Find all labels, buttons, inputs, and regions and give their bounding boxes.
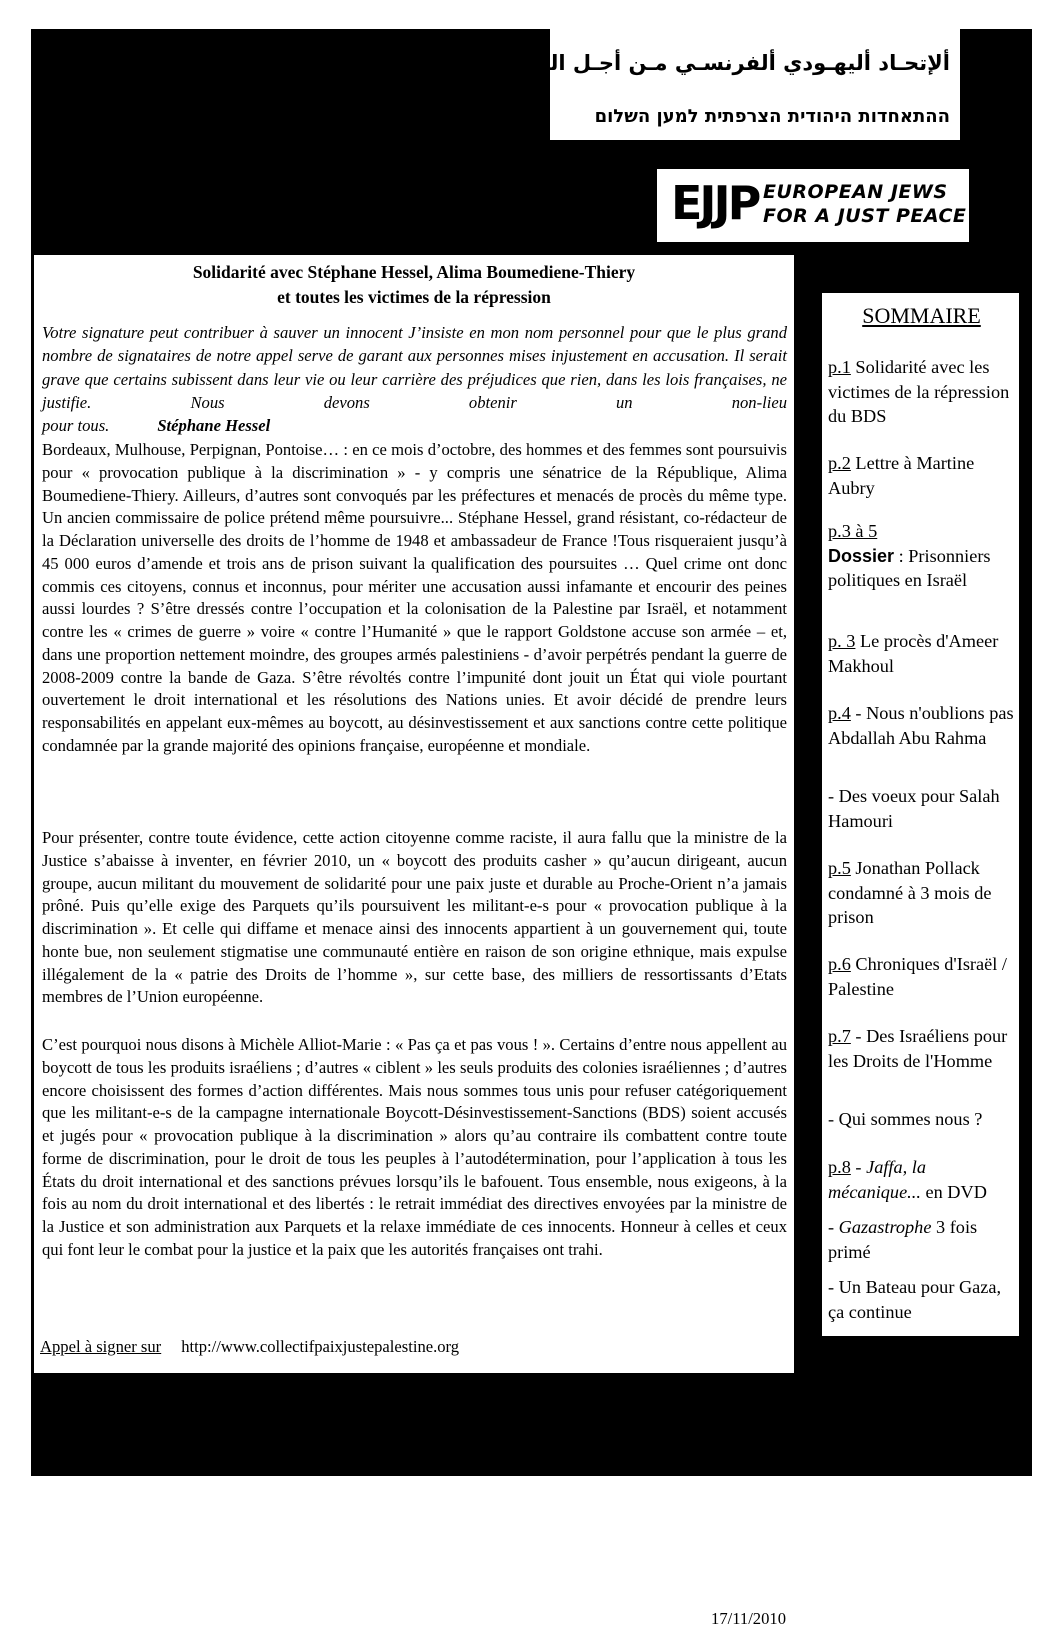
logo-line-1: EUROPEAN JEWS (763, 181, 948, 203)
article-title-line-2: et toutes les victimes de la répression (277, 287, 551, 307)
sommaire-entry-p8 (828, 1155, 1018, 1204)
entry-text: - Qui sommes nous ? (828, 1109, 983, 1129)
sommaire-entry-p6 (828, 952, 1018, 1001)
page-ref: p. 3 (828, 631, 856, 651)
sommaire-entry-p1 (828, 355, 1018, 429)
article (34, 255, 794, 1628)
entry-italic: Gazastrophe (838, 1217, 932, 1237)
entry-text: - Des Israéliens pour les Droits de l'Homme (828, 1026, 1008, 1071)
quote-author: Stéphane Hessel (157, 416, 271, 436)
entry-text: Le procès d'Ameer Makhoul (828, 631, 999, 676)
entry-italic: Jaffa, la mécanique... (828, 1157, 927, 1202)
appeal-url[interactable]: http://www.collectifpaixjustepalestine.org (181, 1337, 460, 1356)
entry-text: - Des voeux pour Salah Hamouri (828, 786, 1000, 831)
sommaire-entry-qui (828, 1107, 1018, 1132)
sommaire-entry-p7 (828, 1024, 1018, 1073)
paragraph-1: Bordeaux, Mulhouse, Perpignan, Pontoise… : en ce mois d’octobre, des hommes et des femmes sont poursuivis pour « provocation publique à la discrimination » - y compris une sénatrice de la République, Alima Boumediene-Thiery. Ailleurs, d’autres sont convoqués par les préfectures et menacés de procès du même type. Un ancien commissaire de police prétend même poursuivre... Stéphane Hessel, grand résistant, co-rédacteur de la Déclaration universelle des droits de l’homme de 1948 et ambassadeur de France !Tous risqueraient jusqu’à 45 000 euros d’amende et trois ans de prison suivant la qualification des poursuites … Quel crime ont donc commis ces citoyens, connus et inconnus, pour mériter une accusation aussi infamante et encourir des peines aussi lourdes ? S’être dressés contre l’occupation et la colonisation de la Palestine par Israël, et notamment contre les « crimes de guerre » voire « contre l’Humanité » que le rapport Goldstone accuse son armée – et, dans une proportion nettement moindre, des groupes armés palestiniens - d’avoir perpétrés pendant la guerre de 2008-2009 contre la bande de Gaza. S’être révoltés contre l’impunité dont jouit un État qui viole pourtant ouvertement le droit international et les résolutions des Nations unies. Et avoir décidé de prendre leurs responsabilités en appelant eux-mêmes au boycott, au désinvestissement et aux sanctions contre cette politique condamnée par la grande majorité des opinions française, européenne et mondiale. (42, 440, 787, 755)
quote-end: pour tous. (42, 416, 110, 436)
entry-text: Chroniques d'Israël / Palestine (828, 954, 1007, 999)
quote-last-line (42, 414, 787, 437)
ejjp-logo (657, 169, 969, 242)
page-ref: p.7 (828, 1026, 851, 1046)
sommaire-entry-p4 (828, 701, 1018, 750)
sommaire-title: SOMMAIRE (862, 303, 981, 328)
page-ref: p.6 (828, 954, 851, 974)
header-box (490, 29, 960, 140)
appeal (40, 1337, 459, 1357)
entry-text: Lettre à Martine Aubry (828, 453, 975, 498)
logo-mark: EJJP (671, 176, 759, 230)
page-ref: p.2 (828, 453, 851, 473)
hebrew-title: ההתאחדות היהודית הצרפתית למען השלום (594, 106, 950, 127)
logo-line-2: FOR A JUST PEACE (763, 205, 967, 227)
page-ref: p.5 (828, 858, 851, 878)
paragraph-2: Pour présenter, contre toute évidence, cette action citoyenne comme raciste, il aura fallu que la ministre de la Justice s’abaisse à inventer, en février 2010, un « boycott des produits casher » qu’aucun dirigeant, aucun groupe, aucun militant du mouvement de solidarité pour une paix juste et durable au Proche-Orient n’a jamais prôné. Puis qu’elle exige des Parquets qu’ils poursuivent les militant-e-s pour « provocation publique à la discrimination ». Et celle qui diffame et menace ainsi des innocents appartient à un gouvernement qui, toute honte bue, non seulement stigmatise une communauté entière en raison de son origine ethnique, mais expulse illégalement de la « patrie des Droits de l’homme », sur cette base, des milliers de ressortissants d’Etats membres de l’Union européenne. (42, 828, 787, 1007)
entry-text: en DVD (920, 1181, 987, 1202)
entry-text: - Un Bateau pour Gaza, ça continue (828, 1277, 1002, 1322)
sommaire-entry-p5 (828, 856, 1018, 930)
arabic-title: ألإتحـاد أليهـودي ألفرنسـي مـن أجـل السـلام (490, 51, 950, 75)
entry-text: Solidarité avec les victimes de la répression du BDS (828, 357, 1010, 426)
entry-dash: - (850, 1157, 867, 1177)
dossier-label: Dossier (828, 545, 895, 566)
sommaire-entry-p3 (828, 629, 1018, 678)
article-date: 17/11/2010 (711, 1609, 786, 1628)
article-title-line-1: Solidarité avec Stéphane Hessel, Alima Boumediene-Thiery (192, 262, 636, 282)
sommaire-box (821, 292, 1020, 1337)
page-ref: p.1 (828, 357, 851, 377)
page-ref: p.8 (828, 1157, 851, 1177)
page-ref: p.4 (828, 703, 851, 723)
sommaire-entry-bateau (828, 1275, 1018, 1324)
hessel-quote (42, 321, 787, 437)
paragraph-3: C’est pourquoi nous disons à Michèle Alliot-Marie : « Pas ça et pas vous ! ». Certains d’entre nous appellent au boycott de tous les produits israéliens ; d’autres « ciblent » les seuls produits des colonies israéliennes ; d’autres encore choisissent des formes d’action différentes. Mais nous sommes tous unis pour refuser catégoriquement que les militant-e-s de la campagne internationale Boycott-Désinvestissement-Sanctions (BDS) soient accusés et jugés pour « provocation publique à la discrimination » alors qu’au contraire ils combattent contre toute forme de discrimination, pour le droit de tous les peuples à l’autodétermination, pour l’application à tous les États du droit international et des sanctions prévues lorsqu’ils le bafouent. Tous ensemble, nous exigeons, à la fois au nom du droit international et des libertés : le retrait immédiat des directives envoyées par la ministre de la Justice et son administration aux Parquets et la relaxe immédiate de ces innocents. Honneur à celles et ceux qui font leur le combat pour la justice et la paix que les autorités françaises ont trahi. (42, 1035, 787, 1259)
sommaire-entry-hamouri (828, 784, 1018, 833)
page-ref: p.3 à 5 (828, 521, 878, 541)
sommaire-entry-p3-5 (828, 519, 1018, 593)
sommaire-entry-gazastrophe (828, 1215, 1018, 1264)
entry-text: 3 fois primé (828, 1217, 978, 1262)
entry-text: : Prisonniers politiques en Israël (828, 545, 991, 590)
entry-text: Jonathan Pollack condamné à 3 mois de prison (828, 858, 992, 927)
appeal-label: Appel à signer sur (40, 1337, 162, 1356)
entry-text: - Nous n'oublions pas Abdallah Abu Rahma (828, 703, 1014, 748)
entry-dash: - (828, 1217, 839, 1237)
sommaire-entry-p2 (828, 451, 1018, 500)
quote-text: Votre signature peut contribuer à sauver un innocent J’insiste en mon nom personnel pour que le plus grand nombre de signataires de notre appel serve de garant aux personnes mises injustement en accusation. Il serait grave que certains subissent dans leur vie ou leur carrière des préjudices que rien, dans les lois françaises, ne justifie. Nous devons obtenir un non-lieu (42, 323, 787, 412)
